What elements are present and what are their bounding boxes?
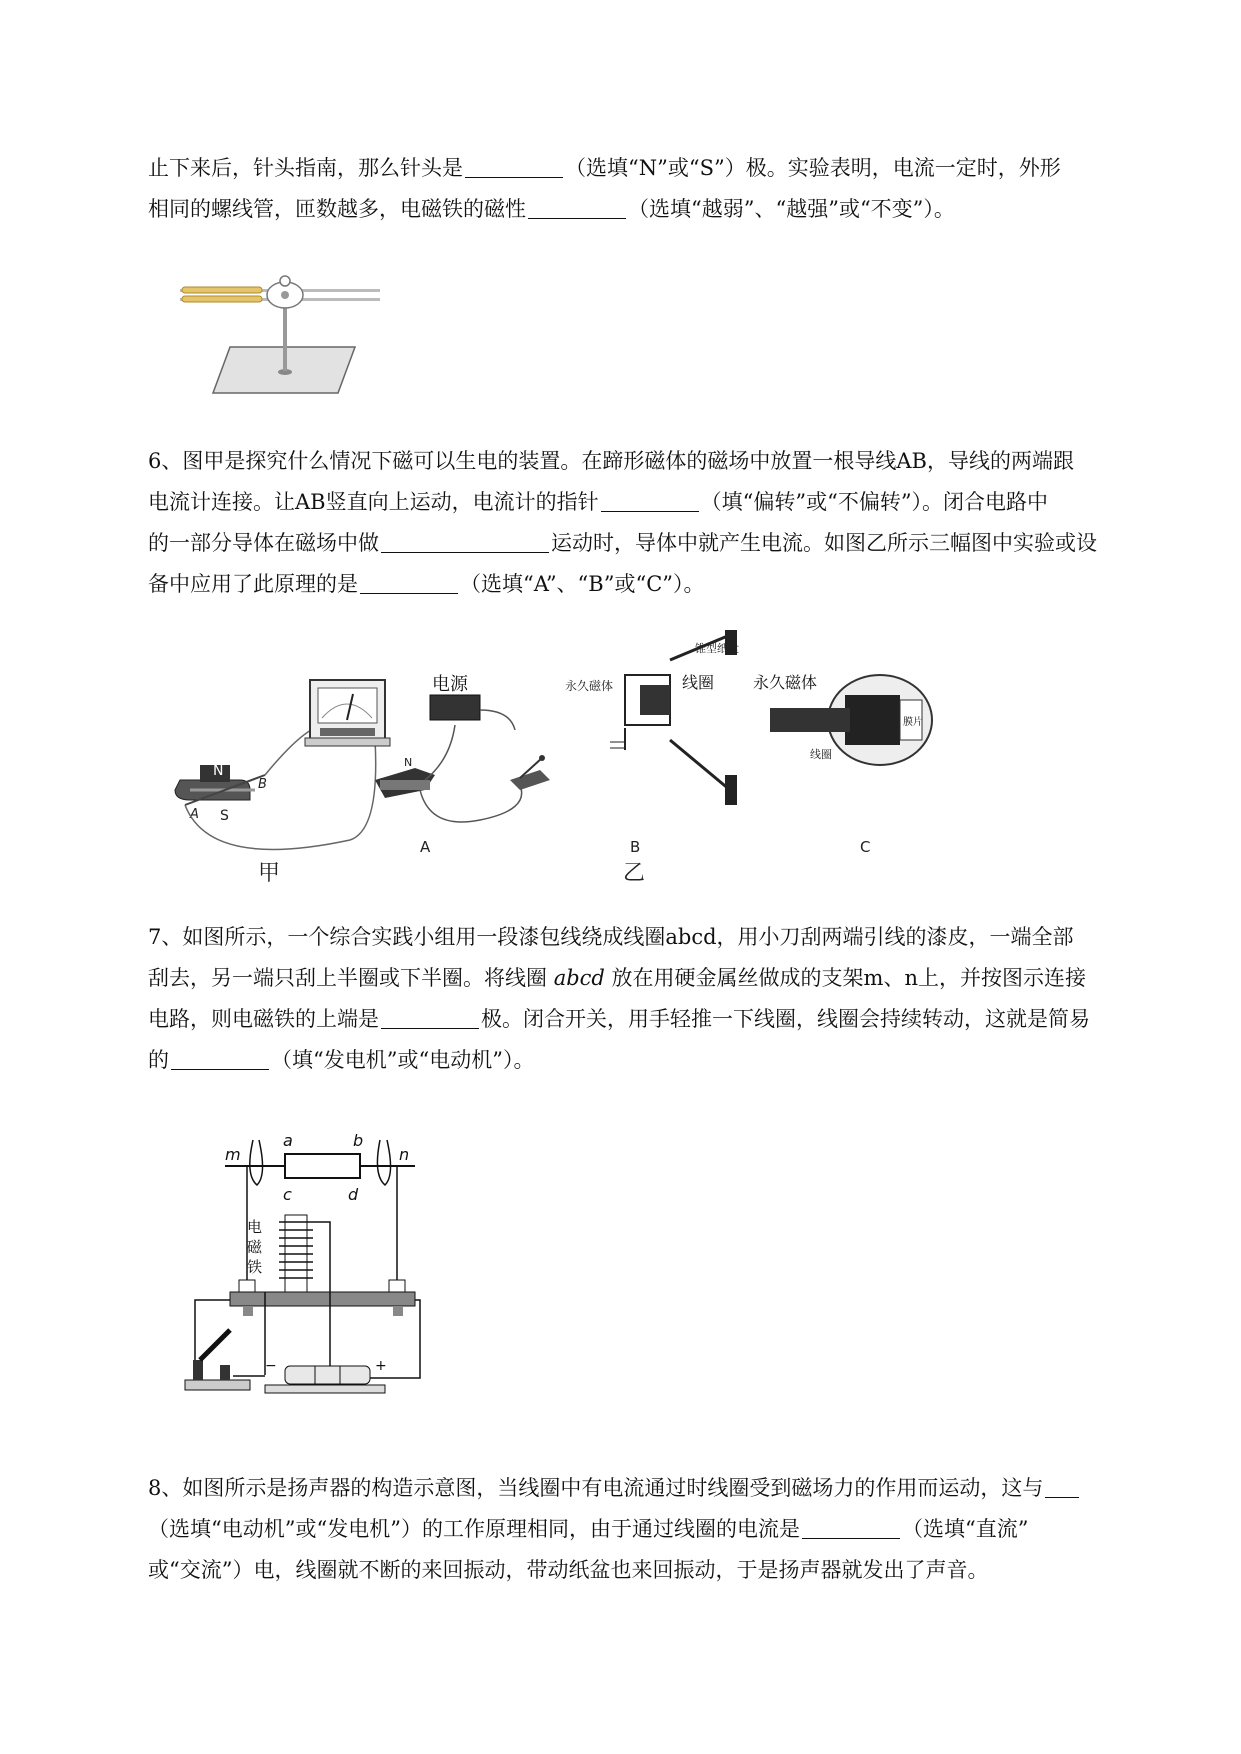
- label-yi: 乙: [623, 861, 646, 886]
- q7-answer-blank-2[interactable]: [171, 1047, 269, 1070]
- q6-l2a: 电流计连接。让AB竖直向上运动，电流计的指针: [148, 490, 599, 514]
- q8-line-2: [148, 1509, 1158, 1550]
- q7-l2a: 刮去，另一端只刮上半圈或下半圈。将线圈: [148, 966, 547, 990]
- power-label: 电源: [432, 674, 468, 695]
- q8-text: [148, 1468, 1158, 1591]
- q6-l4b: （选填“A”、“B”或“C”）。: [460, 572, 705, 596]
- q6-line-2: [148, 482, 1158, 523]
- q5-text: [148, 148, 1158, 230]
- q8-l2b: （选填“直流”: [901, 1517, 1029, 1541]
- battery-plus-label: +: [375, 1358, 387, 1374]
- q6-l3b: 运动时，导体中就产生电流。如图乙所示三幅图中实验或设: [551, 531, 1097, 555]
- q7-l3a: 电路，则电磁铁的上端是: [148, 1007, 379, 1031]
- q6-answer-blank-1[interactable]: [601, 489, 699, 512]
- q5-l2b: （选填“越弱”、“越强”或“不变”）。: [628, 197, 955, 221]
- wire-b-label: B: [258, 777, 267, 792]
- coil-label-c: 线圈: [810, 748, 832, 761]
- label-b: B: [630, 838, 641, 856]
- em-char-3: 铁: [247, 1258, 263, 1276]
- battery-minus-label: −: [265, 1358, 277, 1374]
- q6-line-3: [148, 523, 1158, 564]
- q7-coil-name: abcd: [553, 966, 605, 990]
- wire-a-label: A: [190, 807, 199, 822]
- q7-line-2: [148, 958, 1158, 999]
- q7-line-1: 7、如图所示，一个综合实践小组用一段漆包线绕成线圈abcd，用小刀刮两端引线的漆皮，一端全部: [148, 925, 1074, 949]
- q6-line-1: 6、图甲是探究什么情况下磁可以生电的装置。在蹄形磁体的磁场中放置一根导线AB，导线的两端跟: [148, 449, 1074, 473]
- q7-line-4: [148, 1040, 1158, 1081]
- q7-l2b: 放在用硬金属丝做成的支架m、n上，并按图示连接: [611, 966, 1086, 990]
- fig-c-microphone: [753, 673, 932, 765]
- magnet-n-label: N: [213, 763, 224, 779]
- q6-l3a: 的一部分导体在磁场中做: [148, 531, 379, 555]
- em-char-1: 电: [247, 1218, 263, 1236]
- q5-answer-blank-2[interactable]: [528, 196, 626, 219]
- q6-answer-blank-3[interactable]: [360, 571, 458, 594]
- label-jia: 甲: [258, 861, 281, 886]
- label-c: C: [860, 838, 871, 856]
- magnet-s-label: S: [220, 808, 229, 824]
- q6-l2b: （填“偏转”或“不偏转”）。闭合电路中: [700, 490, 1049, 514]
- q6-l4a: 备中应用了此原理的是: [148, 572, 358, 596]
- label-n: n: [399, 1145, 410, 1164]
- label-d: d: [348, 1185, 359, 1204]
- coil-label-b: 线圈: [682, 673, 715, 692]
- q8-answer-blank-1[interactable]: [1045, 1475, 1079, 1498]
- perm-magnet-label-b: 永久磁体: [565, 679, 614, 693]
- q8-answer-blank-2[interactable]: [802, 1516, 900, 1539]
- q7-l4b: （填“发电机”或“电动机”）。: [271, 1048, 535, 1072]
- q8-line-1: [148, 1468, 1158, 1509]
- em-char-2: 磁: [247, 1238, 263, 1256]
- q6-line-4: [148, 564, 1158, 605]
- label-b: b: [353, 1131, 364, 1150]
- q8-l2a: （选填“电动机”或“发电机”）的工作原理相同，由于通过线圈的电流是: [148, 1517, 800, 1541]
- q7-line-3: [148, 999, 1158, 1040]
- fig-a-n-label: N: [404, 756, 413, 769]
- label-a: a: [283, 1131, 293, 1150]
- q5-answer-blank-1[interactable]: [465, 155, 563, 178]
- q5-l1a: 止下来后，针头指南，那么针头是: [148, 156, 463, 180]
- q8-l1: 8、如图所示是扬声器的构造示意图，当线圈中有电流通过时线圈受到磁场力的作用而运动，这与: [148, 1476, 1044, 1500]
- q6-figure: [170, 630, 1070, 894]
- perm-magnet-label-c: 永久磁体: [753, 673, 818, 692]
- q5-line-2: [148, 189, 1158, 230]
- galvanometer: [305, 680, 390, 746]
- q5-l1b: （选填“N”或“S”）极。实验表明，电流一定时，外形: [565, 156, 1061, 180]
- label-a: A: [420, 838, 431, 856]
- q7-l3b: 极。闭合开关，用手轻推一下线圈，线圈会持续转动，这就是简易: [481, 1007, 1090, 1031]
- label-m: m: [225, 1145, 241, 1164]
- q5-line-1: [148, 148, 1158, 189]
- q7-text: [148, 917, 1158, 1081]
- q7-l4a: 的: [148, 1048, 169, 1072]
- q6-text: [148, 441, 1158, 605]
- membrane-label: 膜片: [903, 717, 923, 728]
- q5-l2a: 相同的螺线管，匝数越多，电磁铁的磁性: [148, 197, 526, 221]
- fig-a-apparatus: [375, 674, 550, 822]
- cone-label: 锥型纸盘: [695, 642, 739, 655]
- fig-b-loudspeaker: [565, 630, 739, 805]
- q6-answer-blank-2[interactable]: [381, 530, 549, 553]
- compass-needle-figure: [170, 265, 400, 404]
- q7-motor-figure: [175, 1130, 445, 1404]
- label-c: c: [283, 1185, 292, 1204]
- q7-answer-blank-1[interactable]: [381, 1006, 479, 1029]
- q8-line-3: 或“交流”）电，线圈就不断的来回振动，带动纸盆也来回振动，于是扬声器就发出了声音。: [148, 1558, 989, 1582]
